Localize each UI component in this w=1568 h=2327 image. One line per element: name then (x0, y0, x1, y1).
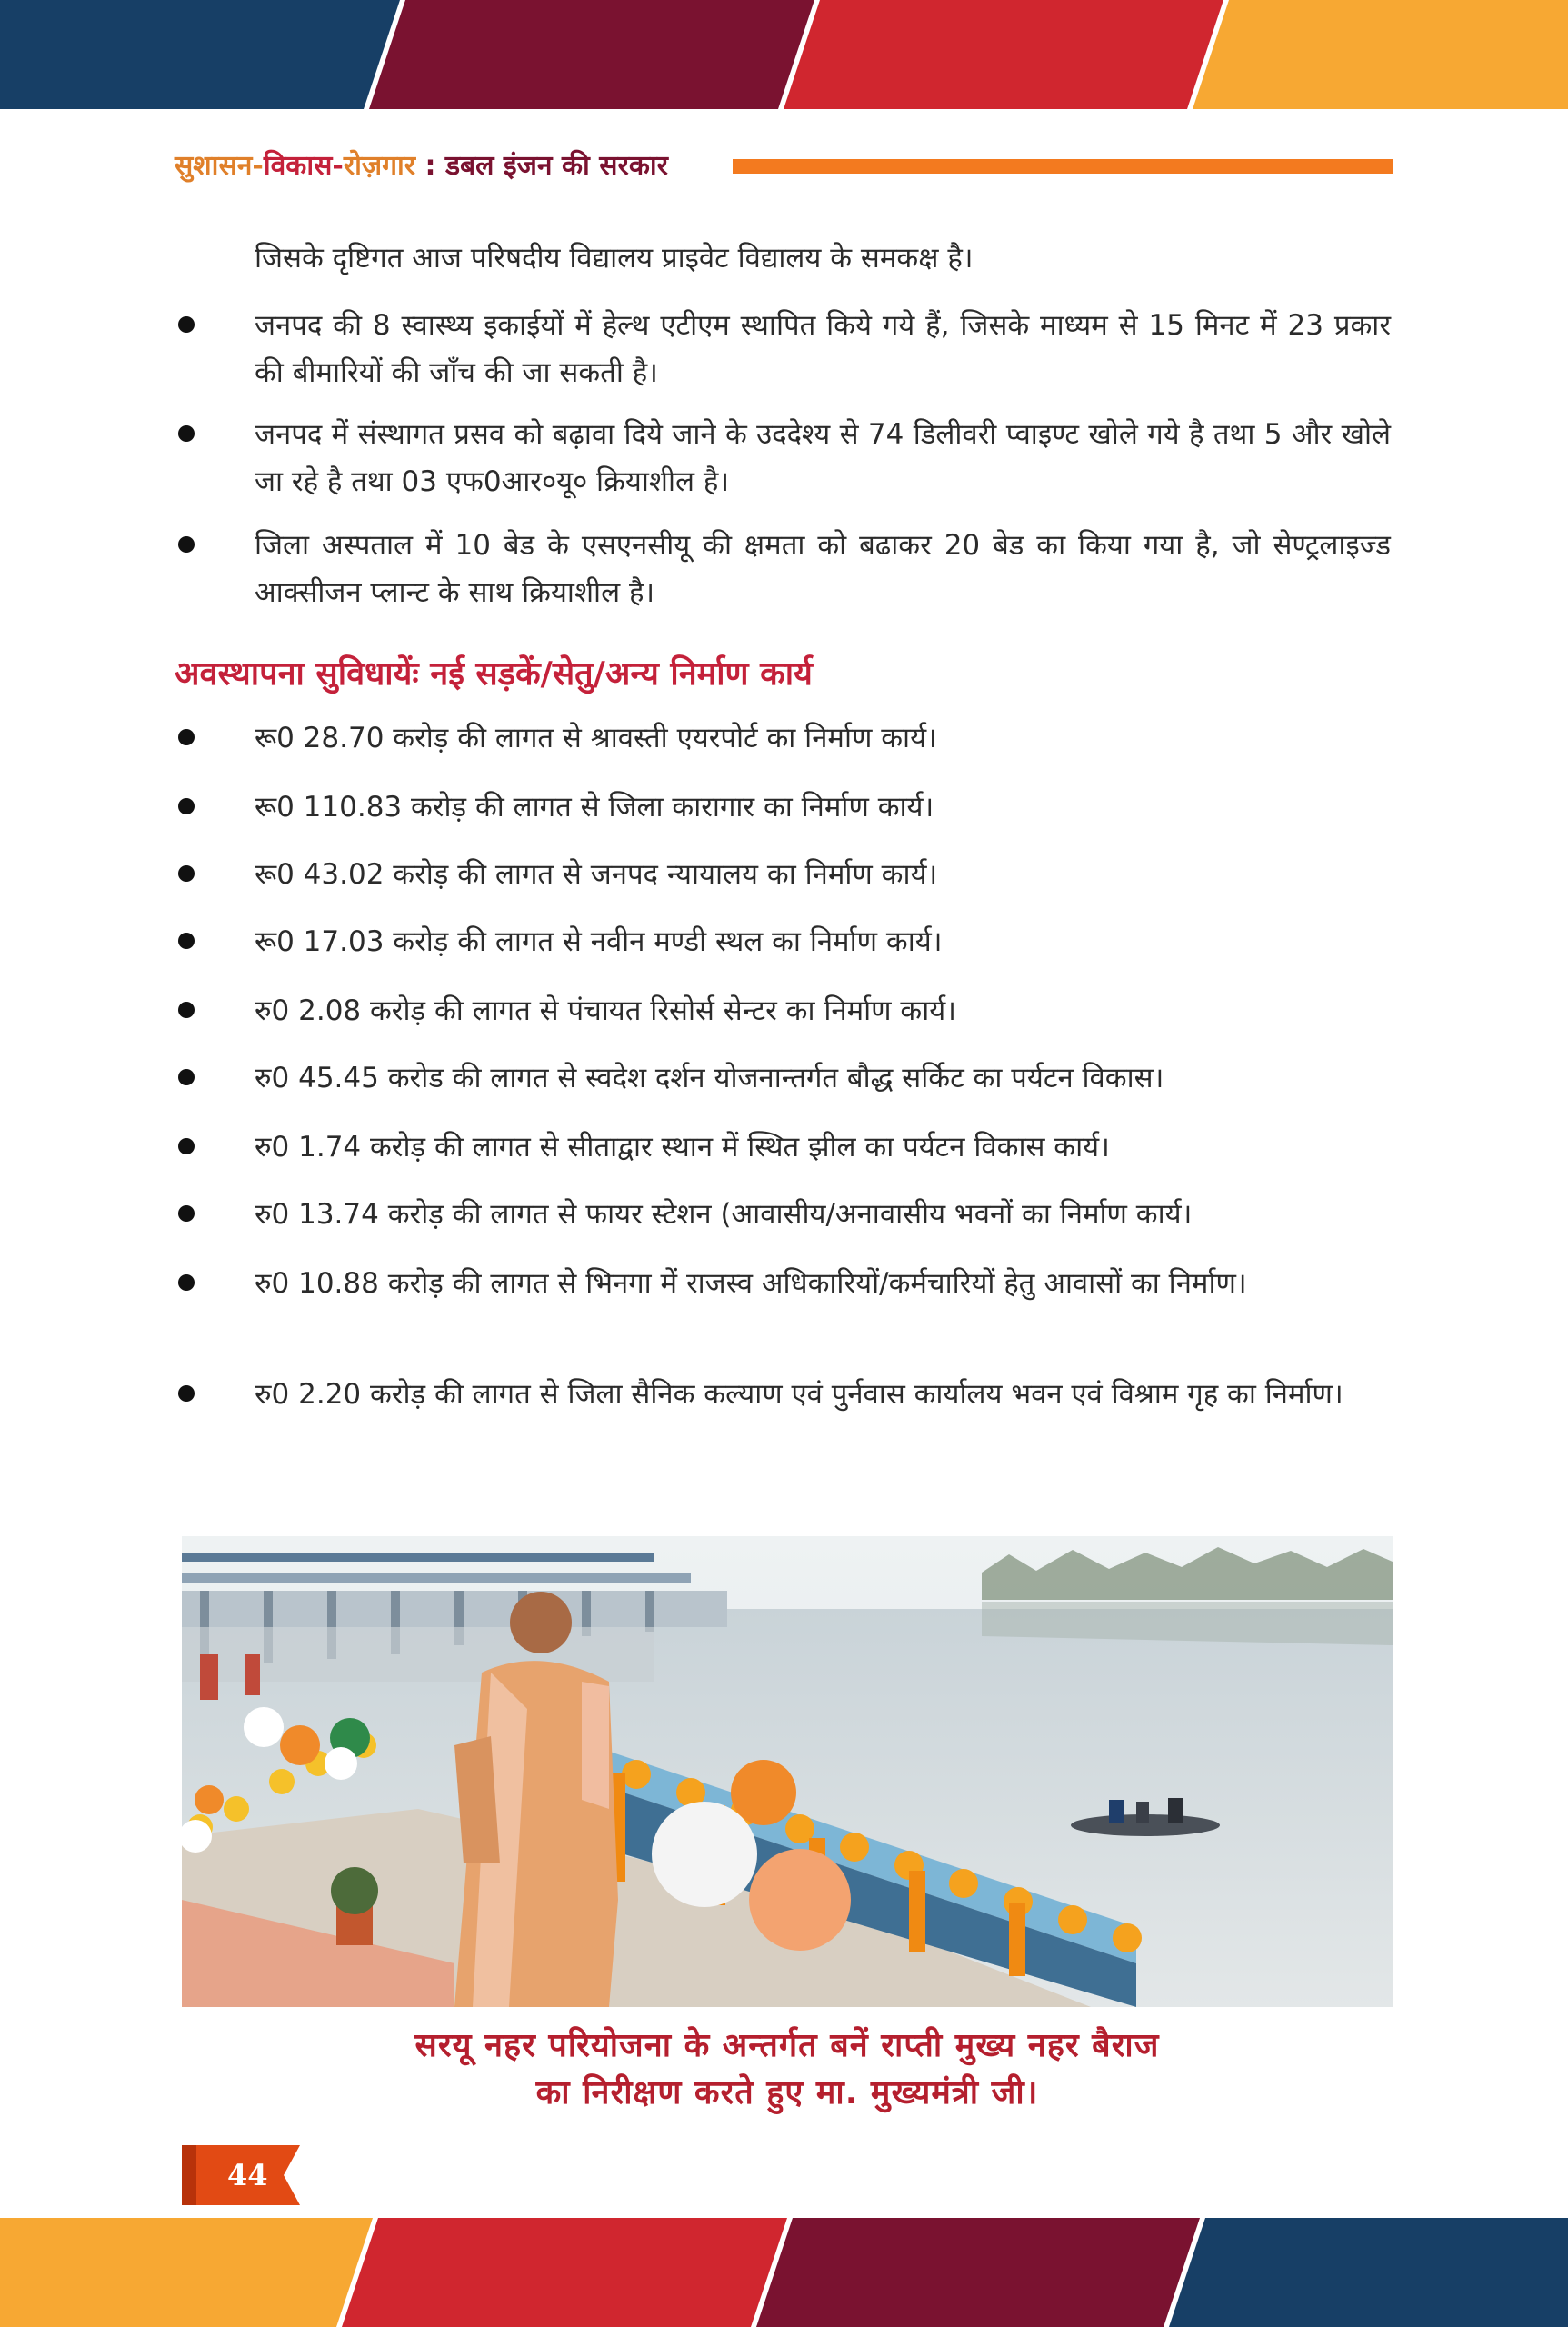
bullet-icon (178, 798, 195, 814)
bullet-icon (178, 1069, 195, 1085)
bullet-icon (178, 1205, 195, 1222)
bullet-icon (178, 316, 195, 333)
bullet-icon (178, 729, 195, 745)
list-item-text: रु0 1.74 करोड़ की लागत से सीताद्वार स्थान में स्थित झील का पर्यटन विकास कार्य। (255, 1131, 1110, 1164)
top-decorative-band (0, 0, 1568, 109)
list-item-text: रू0 110.83 करोड़ की लागत से जिला कारागार का निर्माण कार्य। (255, 791, 934, 824)
bullet-icon (178, 1274, 195, 1291)
header-title-part: सुशासन- (175, 150, 264, 182)
header-title-part: : डबल इंजन की सरकार (415, 150, 668, 182)
bullet-icon (178, 1002, 195, 1018)
photo-caption (182, 2022, 1393, 2117)
list-item-text: रू0 43.02 करोड़ की लागत से जनपद न्यायालय का निर्माण कार्य। (255, 858, 938, 891)
intro-continuation: जिसके दृष्टिगत आज परिषदीय विद्यालय प्राइवेट विद्यालय के समकक्ष है। (255, 242, 974, 275)
bullet-icon (178, 865, 195, 882)
list-item-text: रू0 17.03 करोड़ की लागत से नवीन मण्डी स्थल का निर्माण कार्य। (255, 925, 943, 958)
header-title-part: विकास- (263, 150, 344, 182)
photo-barrage-inspection (182, 1536, 1393, 2007)
list-item-text: रु0 13.74 करोड़ की लागत से फायर स्टेशन (आवासीय/अनावासीय भवनों का निर्माण कार्य। (255, 1198, 1193, 1231)
header-title-part: रोज़गार (343, 150, 416, 182)
header-rule (733, 159, 1393, 174)
bullet-icon (178, 1138, 195, 1154)
caption-line: का निरीक्षण करते हुए मा. मुख्यमंत्री जी। (535, 2074, 1039, 2112)
list-item-text: रु0 10.88 करोड़ की लागत से भिनगा में राजस्व अधिकारियों/कर्मचारियों हेतु आवासों का निर्माण। (255, 1267, 1247, 1300)
header-title (175, 145, 668, 183)
bullet-icon (178, 425, 195, 442)
bullet-icon (178, 933, 195, 949)
bullet-icon (178, 1385, 195, 1402)
bullet-icon (178, 536, 195, 553)
page-number-tab (182, 2145, 300, 2205)
list-item-text: रु0 2.08 करोड़ की लागत से पंचायत रिसोर्स सेन्टर का निर्माण कार्य। (255, 994, 956, 1027)
list-item-text: रू0 28.70 करोड़ की लागत से श्रावस्ती एयरपोर्ट का निर्माण कार्य। (255, 722, 937, 754)
list-item-text: जनपद की 8 स्वास्थ्य इकाईयों में हेल्थ एटीएम स्थापित किये गये हैं, जिसके माध्यम से 15 मिनट में 23 प्रकार की बीमारियों की जाँच की जा सकती है। (255, 309, 1391, 389)
page-number: 44 (227, 2158, 268, 2192)
section-heading: अवस्थापना सुविधायेंः नई सड़कें/सेतु/अन्य निर्माण कार्य (175, 655, 813, 693)
list-item-text: जनपद में संस्थागत प्रसव को बढ़ावा दिये जाने के उददेश्य से 74 डिलीवरी प्वाइण्ट खोले गये है तथा 5 और खोले जा रहे है तथा 03 एफ0आर०यू० क्रियाशील है। (255, 418, 1391, 498)
list-item-text: रु0 45.45 करोड की लागत से स्वदेश दर्शन योजनान्तर्गत बौद्ध सर्किट का पर्यटन विकास। (255, 1062, 1164, 1094)
bottom-decorative-band (0, 2218, 1568, 2327)
caption-line: सरयू नहर परियोजना के अन्तर्गत बनें राप्ती मुख्य नहर बैराज (414, 2027, 1160, 2064)
list-item-text: रु0 2.20 करोड़ की लागत से जिला सैनिक कल्याण एवं पुर्नवास कार्यालय भवन एवं विश्राम गृह का निर्माण। (255, 1378, 1343, 1411)
list-item-text: जिला अस्पताल में 10 बेड के एसएनसीयू की क्षमता को बढाकर 20 बेड का किया गया है, जो सेण्ट्रलाइज्ड आक्सीजन प्लान्ट के साथ क्रियाशील है। (255, 529, 1391, 609)
